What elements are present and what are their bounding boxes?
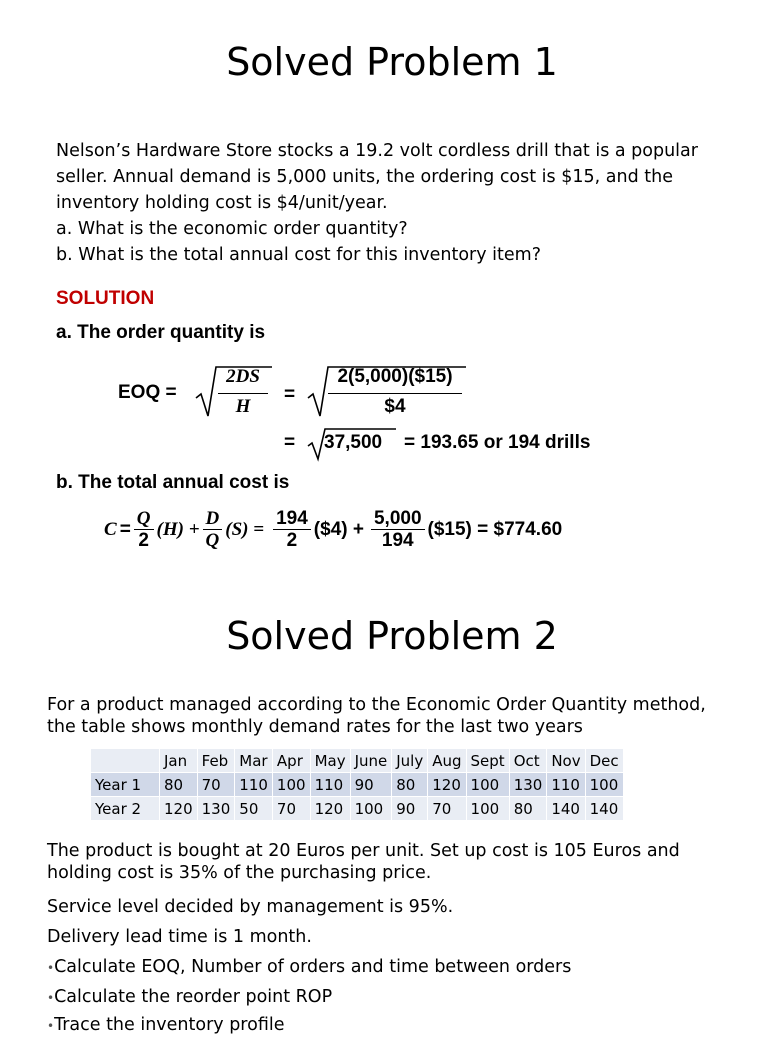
fraction bbox=[273, 509, 311, 552]
table-cell: 100 bbox=[466, 797, 509, 821]
bullet-icon: • bbox=[47, 1019, 55, 1033]
equals-sign: = bbox=[119, 519, 131, 540]
table-cell: 120 bbox=[310, 797, 350, 821]
service-level-line: Service level decided by management is 95%. bbox=[47, 897, 454, 917]
table-cell: 80 bbox=[160, 773, 198, 797]
eoq-label: EOQ = bbox=[118, 382, 177, 403]
table-cell: 70 bbox=[197, 773, 235, 797]
bullet-icon: • bbox=[47, 991, 55, 1005]
table-cell: 100 bbox=[350, 797, 392, 821]
eoq-value-denominator: $4 bbox=[384, 396, 406, 417]
table-cell: 80 bbox=[392, 773, 428, 797]
table-cell: 130 bbox=[197, 797, 235, 821]
table-header-row bbox=[91, 749, 624, 773]
table-cell: 110 bbox=[310, 773, 350, 797]
table-header-cell: Feb bbox=[197, 749, 235, 773]
fraction bbox=[203, 509, 223, 552]
statement-line: seller. Annual demand is 5,000 units, the ordering cost is $15, and the bbox=[56, 167, 673, 187]
table-cell: 70 bbox=[272, 797, 310, 821]
task-list-item bbox=[47, 984, 332, 1011]
table-header-cell: Nov bbox=[547, 749, 585, 773]
task-text: Trace the inventory profile bbox=[54, 1015, 285, 1035]
table-cell: 120 bbox=[160, 797, 198, 821]
eoq-value-numerator: 2(5,000)($15) bbox=[337, 366, 453, 387]
table-cell: 140 bbox=[547, 797, 585, 821]
table-header-cell: Aug bbox=[428, 749, 466, 773]
part-a-heading: a. The order quantity is bbox=[56, 322, 266, 343]
question-a: a. What is the economic order quantity? bbox=[56, 219, 408, 239]
bullet-icon: • bbox=[47, 961, 55, 975]
table-header-cell: July bbox=[392, 749, 428, 773]
table-header-cell: May bbox=[310, 749, 350, 773]
table-header-cell: Apr bbox=[272, 749, 310, 773]
fraction-denominator: Q bbox=[205, 529, 220, 551]
task-list-item bbox=[47, 954, 571, 981]
total-cost-result: ($15) = $774.60 bbox=[427, 519, 563, 540]
statement-line: Nelson’s Hardware Store stocks a 19.2 volt cordless drill that is a popular bbox=[56, 141, 698, 161]
table-cell: 140 bbox=[585, 797, 623, 821]
task-text: Calculate EOQ, Number of orders and time between orders bbox=[54, 957, 572, 977]
table-cell: 110 bbox=[235, 773, 273, 797]
holding-term: (H) + bbox=[156, 519, 200, 540]
task-text: Calculate the reorder point ROP bbox=[54, 987, 333, 1007]
eoq-symbolic-denominator: H bbox=[235, 396, 251, 417]
fraction bbox=[371, 509, 425, 552]
equals-sign: = bbox=[284, 432, 296, 453]
fraction bbox=[134, 509, 154, 552]
total-cost-formula bbox=[104, 500, 562, 560]
table-header-cell: Jan bbox=[160, 749, 198, 773]
table-cell: 130 bbox=[509, 773, 547, 797]
table-cell: 90 bbox=[392, 797, 428, 821]
table-header-cell: Dec bbox=[585, 749, 623, 773]
problem2-intro bbox=[47, 694, 706, 738]
detail-line: The product is bought at 20 Euros per unit. Set up cost is 105 Euros and bbox=[47, 841, 680, 861]
table-cell: 50 bbox=[235, 797, 273, 821]
task-list-item bbox=[47, 1012, 284, 1039]
table-row bbox=[91, 773, 624, 797]
fraction-numerator: Q bbox=[134, 509, 154, 530]
table-cell: 100 bbox=[585, 773, 623, 797]
eoq-symbolic-numerator: 2DS bbox=[226, 366, 260, 387]
row-label: Year 1 bbox=[91, 773, 160, 797]
eoq-result: = 193.65 or 194 drills bbox=[404, 432, 591, 453]
problem2-title: Solved Problem 2 bbox=[226, 614, 558, 658]
fraction-denominator: 2 bbox=[138, 529, 149, 551]
fraction-bar bbox=[328, 393, 462, 394]
monthly-demand-table bbox=[90, 748, 624, 821]
fraction-denominator: 194 bbox=[381, 529, 414, 551]
lead-time-line: Delivery lead time is 1 month. bbox=[47, 927, 312, 947]
fraction-numerator: 194 bbox=[273, 509, 311, 530]
table-header-cell: Mar bbox=[235, 749, 273, 773]
intro-line: For a product managed according to the Economic Order Quantity method, bbox=[47, 695, 706, 715]
holding-value-term: ($4) + bbox=[313, 519, 364, 540]
part-b-heading: b. The total annual cost is bbox=[56, 472, 290, 493]
problem1-statement bbox=[56, 138, 698, 268]
problem1-title: Solved Problem 1 bbox=[226, 40, 558, 84]
question-b: b. What is the total annual cost for this inventory item? bbox=[56, 245, 541, 265]
statement-line: inventory holding cost is $4/unit/year. bbox=[56, 193, 388, 213]
cost-symbol: C bbox=[104, 519, 117, 540]
problem2-details bbox=[47, 840, 680, 884]
table-cell: 120 bbox=[428, 773, 466, 797]
table-cell: 80 bbox=[509, 797, 547, 821]
table-header-cell: June bbox=[350, 749, 392, 773]
equals-sign: = bbox=[284, 384, 296, 405]
intro-line: the table shows monthly demand rates for the last two years bbox=[47, 717, 583, 737]
fraction-numerator: 5,000 bbox=[371, 509, 425, 530]
table-header-cell bbox=[91, 749, 160, 773]
solution-heading: SOLUTION bbox=[56, 288, 155, 309]
row-label: Year 2 bbox=[91, 797, 160, 821]
table-cell: 100 bbox=[272, 773, 310, 797]
detail-line: holding cost is 35% of the purchasing price. bbox=[47, 863, 432, 883]
table-cell: 110 bbox=[547, 773, 585, 797]
fraction-bar bbox=[218, 393, 268, 394]
fraction-denominator: 2 bbox=[286, 529, 298, 551]
table-row bbox=[91, 797, 624, 821]
table-header-cell: Oct bbox=[509, 749, 547, 773]
root-value: 37,500 bbox=[324, 432, 383, 453]
table-cell: 70 bbox=[428, 797, 466, 821]
table-header-cell: Sept bbox=[466, 749, 509, 773]
setup-term: (S) = bbox=[225, 519, 265, 540]
table-cell: 90 bbox=[350, 773, 392, 797]
fraction-numerator: D bbox=[203, 509, 223, 530]
table-cell: 100 bbox=[466, 773, 509, 797]
